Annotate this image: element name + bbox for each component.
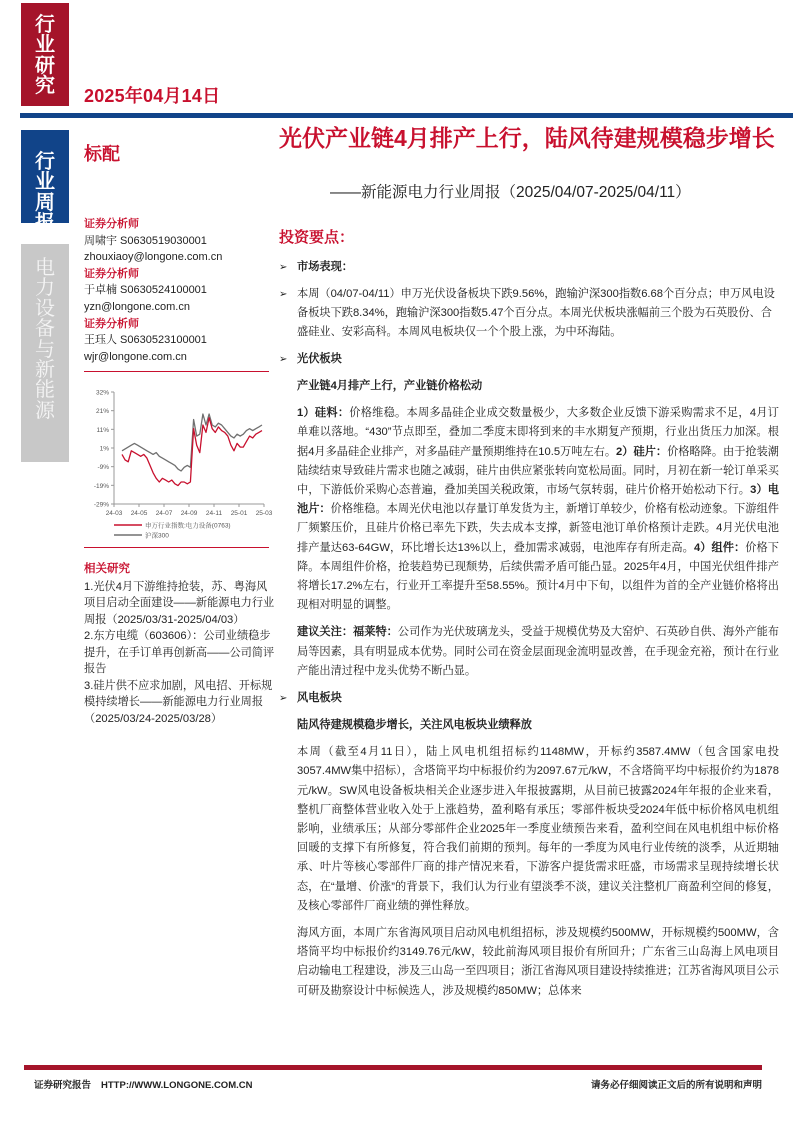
bullet-text: 市场表现： <box>297 261 353 273</box>
line-chart <box>84 384 274 544</box>
section-tab-industry-research <box>21 3 69 106</box>
analyst-card <box>84 266 269 316</box>
arrow-bullet-icon: ➢ <box>279 289 288 300</box>
segment-label: 3）电池片： <box>297 484 779 516</box>
footer-divider <box>24 1065 762 1070</box>
report-body <box>279 258 779 1009</box>
chart-divider <box>84 547 269 548</box>
related-research <box>84 561 276 727</box>
svg-text:24-11: 24-11 <box>205 510 223 517</box>
segment-text: 价格维稳。本周多晶硅企业成交数量极少，大多数企业反馈下游采购需求不足，4月订单难以落地。“430”节点即至，叠加二季度末即将到来的丰水期复产预期，行业出货压力加深。根据4月多晶硅企业排产，对多晶硅产量预期维持在10.5万吨左右。 <box>297 407 779 458</box>
section-tab-industry-weekly <box>21 130 69 235</box>
tab-char: 与 <box>35 338 55 361</box>
bullet-text: 本周（04/07-04/11）申万光伏设备板块下跌9.56%，跑输沪深300指数6.68个百分点；申万风电设备板块下跌8.34%，跑输沪深300指数5.47个百分点。本周光伏板块涨幅前三个股为石英股份、合盛硅业、安彩高科。本周风电板块仅一个个股上涨，为中环海陆。 <box>297 288 775 338</box>
market-heading <box>279 258 779 277</box>
report-date: 2025年04月14日 <box>84 86 221 106</box>
arrow-bullet-icon: ➢ <box>279 693 288 705</box>
svg-text:1%: 1% <box>99 445 109 453</box>
tab-char: 设 <box>35 297 55 320</box>
tab-char: 电 <box>35 257 55 279</box>
svg-text:25-01: 25-01 <box>230 510 248 517</box>
segment-text: 价格下降。本周组件价格，抢装趋势已现颓势，后续供需矛盾可能凸显。2025年4月，中国光伏组件排产将增长17.2%左右，行业开工率提升至58.55%。预计4月中下旬，以组件为首的全产业链价格将出现相对明显的调整。 <box>297 541 779 612</box>
bullet-text: 光伏板块 <box>297 353 342 365</box>
index-performance-chart <box>84 384 274 544</box>
analyst-email[interactable]: zhouxiaoy@longone.com.cn <box>84 251 223 264</box>
tab-char: 业 <box>35 34 55 57</box>
svg-text:11%: 11% <box>96 426 109 434</box>
svg-text:24-07: 24-07 <box>155 510 173 517</box>
arrow-bullet-icon: ➢ <box>279 262 288 273</box>
report-title: 光伏产业链4月排产上行，陆风待建规模稳步增长 <box>279 125 775 151</box>
segment-label: 4）组件： <box>693 541 746 554</box>
tab-char: 行 <box>35 151 55 173</box>
pv-recommendation <box>279 623 779 681</box>
analyst-list <box>84 216 269 365</box>
tab-char: 业 <box>35 171 55 194</box>
analyst-name-id: 周啸宇 S0630519030001 <box>84 234 207 247</box>
analyst-role: 证券分析师 <box>84 317 139 330</box>
analyst-name-id: 于卓楠 S0630524100001 <box>84 284 207 297</box>
svg-text:申万行业指数:电力设备(0763): 申万行业指数:电力设备(0763) <box>145 522 231 530</box>
svg-text:24-05: 24-05 <box>130 510 148 517</box>
bullet-text: 风电板块 <box>297 692 342 705</box>
svg-text:-19%: -19% <box>93 482 109 490</box>
analyst-card <box>84 216 269 266</box>
svg-text:沪深300: 沪深300 <box>145 532 169 540</box>
analyst-email[interactable]: yzn@longone.com.cn <box>84 300 190 313</box>
tab-char: 行 <box>35 14 55 36</box>
industry-rating: 标配 <box>84 144 120 164</box>
svg-text:24-03: 24-03 <box>105 510 123 517</box>
tab-char: 周 <box>35 191 55 214</box>
svg-text:-29%: -29% <box>93 501 109 509</box>
report-subtitle: ——新能源电力行业周报（2025/04/07-2025/04/11） <box>330 184 691 201</box>
section-tab-sector <box>21 244 69 462</box>
svg-text:24-09: 24-09 <box>180 510 198 517</box>
related-research-item[interactable]: 1.光伏4月下游维持抢装，苏、粤海风项目启动全面建设——新能源电力行业周报（2025/03/31-2025/04/03） <box>84 580 275 626</box>
tab-char: 究 <box>35 75 55 98</box>
segment-text: 价格维稳。本周光伏电池以存量订单发货为主，新增订单较少，价格有松动迹象。下游组件厂频繁压价，且硅片价格已率先下跌，失去成本支撑，新签电池订单价格预计走跌。4月光伏电池排产量达63-64GW，环比增长达13%以上，叠加需求减弱，电池库存有所走高。 <box>297 503 779 554</box>
tab-char: 源 <box>35 399 55 422</box>
tab-char: 新 <box>35 358 55 381</box>
svg-text:21%: 21% <box>95 408 109 416</box>
tab-char: 研 <box>35 54 55 77</box>
analyst-role: 证券分析师 <box>84 267 139 280</box>
analyst-name-id: 王珏人 S0630523100001 <box>84 334 207 347</box>
analyst-divider <box>84 371 269 372</box>
pv-chain-paragraph <box>279 404 779 615</box>
pv-heading <box>279 350 779 369</box>
tab-char: 能 <box>35 379 55 402</box>
key-points-heading: 投资要点： <box>279 229 355 246</box>
footer-url-link[interactable]: HTTP://WWW.LONGONE.COM.CN <box>101 1080 253 1091</box>
pv-subheading: 产业链4月排产上行，产业链价格松动 <box>297 380 483 392</box>
svg-text:25-03: 25-03 <box>255 510 273 517</box>
segment-label: 1）硅料： <box>297 407 350 420</box>
recommendation-label: 建议关注：福莱特： <box>297 626 398 639</box>
recommendation-text: 公司作为光伏玻璃龙头，受益于规模优势及大窑炉、石英砂自供、海外产能布局等因素，具有明显成本优势。同时公司在资金层面现金流明显改善，在手现金充裕，预计在行业产能出清过程中龙头优势不断凸显。 <box>297 626 779 677</box>
svg-text:-9%: -9% <box>97 464 109 472</box>
market-summary <box>279 285 779 342</box>
arrow-bullet-icon: ➢ <box>279 354 288 365</box>
related-research-heading: 相关研究 <box>84 563 130 575</box>
wind-onshore-paragraph: 本周（截至4月11日），陆上风电机组招标约1148MW，开标约3587.4MW（包含国家电投3057.4MW集中招标），含塔筒平均中标报价约为2097.67元/kW，不含塔筒平均中标报价约为1878元/kW。SW风电设备板块相关企业逐步进入年报披露期，从目前已披露2024年年报的企业来看，整机厂商整体营业收入处于上涨趋势，盈利略有承压；零部件板块受2024年低中标价格风电机组影响，业绩承压；从部分零部件企业2025年一季度业绩预告来看，盈利空间在风电机组中标价格回暖的支撑下有所修复，符合我们前期的预判。每年的一季度为风电行业传统的淡季，从近期轴承、叶片等核心零部件厂商的排产情况来看，下游客户提货需求旺盛，市场需求呈现持续增长状态，在“量增、价涨”的背景下，我们认为行业有望淡季不淡，建议关注整机厂商盈利空间的修复，及核心零部件厂商业绩的弹性释放。 <box>297 746 779 912</box>
analyst-role: 证券分析师 <box>84 218 139 230</box>
analyst-card <box>84 316 269 366</box>
wind-heading <box>279 689 779 708</box>
tab-char: 力 <box>35 277 55 300</box>
header-divider <box>20 113 793 118</box>
svg-text:32%: 32% <box>95 389 109 397</box>
wind-subheading: 陆风待建规模稳步增长，关注风电板块业绩释放 <box>297 719 532 732</box>
related-research-item[interactable]: 3.硅片供不应求加剧，风电招、开标规模持续增长——新能源电力行业周报（2025/03/24-2025/03/28） <box>84 679 273 725</box>
wind-offshore-paragraph: 海风方面，本周广东省海风项目启动风电机组招标，涉及规模约500MW，开标规模约500MW，含塔筒平均中标报价约3149.76元/kW，较此前海风项目报价有所回升；广东省三山岛海上风电项目启动输电工程建设，涉及三山岛一至四项目；浙江省海风项目建设持续推进；江苏省海风项目公示可研及勘察设计中标候选人，涉及规模约850MW；总体来 <box>297 927 779 997</box>
footer-disclaimer: 请务必仔细阅读正文后的所有说明和声明 <box>590 1080 762 1091</box>
footer-left <box>34 1077 252 1091</box>
footer-label: 证券研究报告 <box>34 1080 92 1091</box>
segment-text: 价格略降。由于抢装潮陆续结束导致硅片需求也随之减弱，硅片由供应紧张转向宽松局面。同时，月初在新一轮订单采买中，下游低价采购心态普遍，叠加美国关税政策，市场气氛转弱，硅片价格开始松动下行。 <box>297 445 779 497</box>
segment-label: 2）硅片： <box>616 445 668 458</box>
tab-char: 报 <box>35 212 55 235</box>
tab-char: 备 <box>35 318 55 341</box>
analyst-email[interactable]: wjr@longone.com.cn <box>84 350 187 363</box>
related-research-item[interactable]: 2.东方电缆（603606）：公司业绩稳步提升，在手订单再创新高——公司简评报告 <box>84 630 275 675</box>
